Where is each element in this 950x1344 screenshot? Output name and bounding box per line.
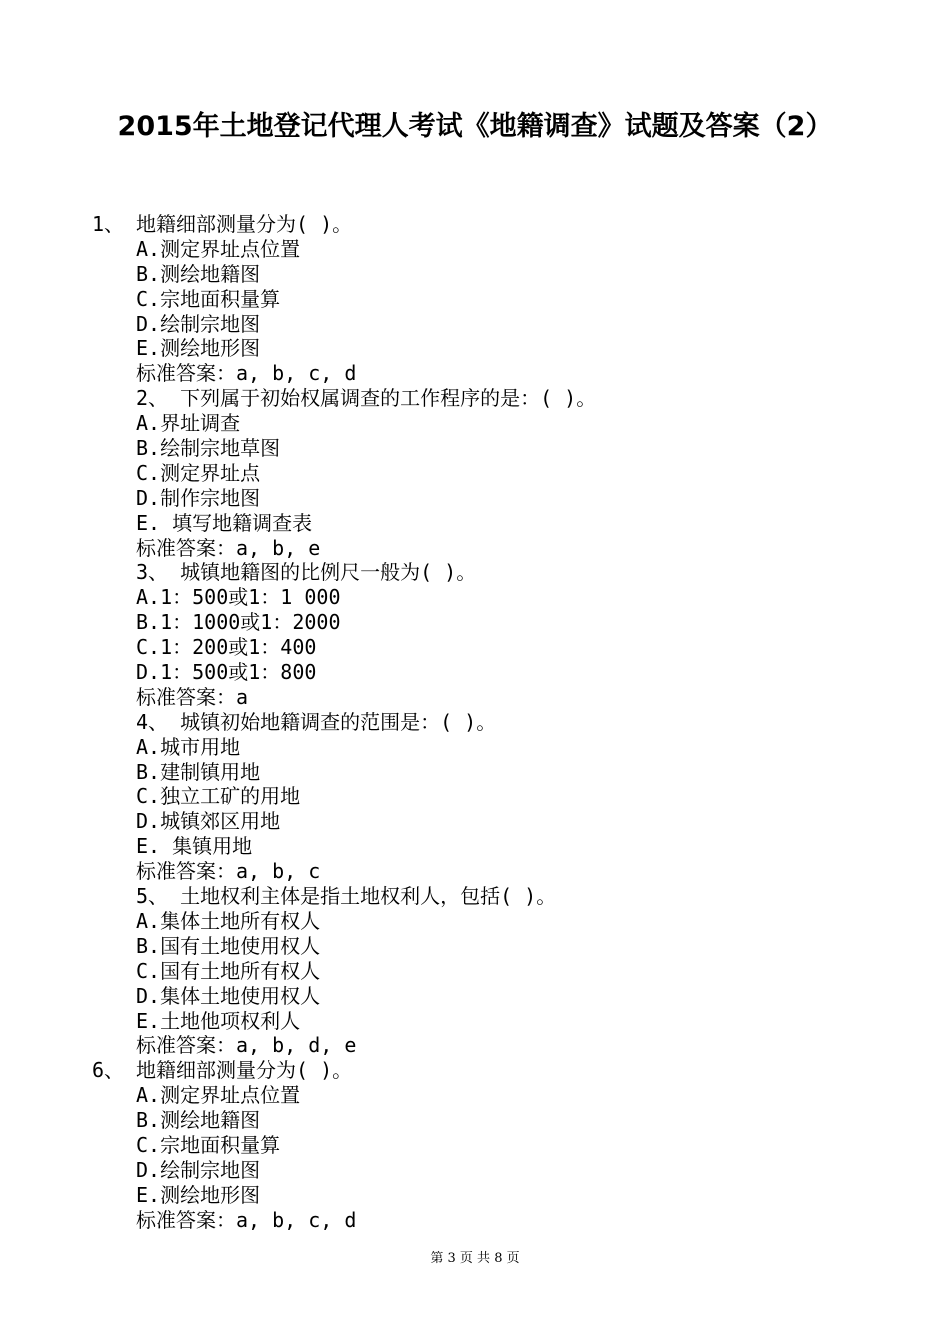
option: A.城市用地: [136, 734, 241, 759]
option: D.城镇郊区用地: [136, 809, 281, 834]
option: B.国有土地使用权人: [136, 933, 321, 958]
page-footer: 第 3 页 共 8 页: [430, 1251, 520, 1266]
answer: 标准答案：a, b, c, d: [136, 1207, 357, 1232]
answer: 标准答案：a, b, c: [136, 859, 321, 884]
option: E. 填写地籍调查表: [136, 510, 313, 535]
question-text: 城镇初始地籍调查的范围是：( )。: [168, 709, 497, 734]
option: B.建制镇用地: [136, 759, 261, 784]
question-number: 6、: [92, 1058, 125, 1083]
question-2: [0, 386, 950, 411]
option: C.1：200或1：400: [136, 635, 317, 660]
option: C.宗地面积量算: [136, 286, 281, 311]
question-text: 土地权利主体是指土地权利人，包括( )。: [168, 884, 557, 909]
option: E.测绘地形图: [136, 336, 261, 361]
option: E.土地他项权利人: [136, 1008, 301, 1033]
option: C.宗地面积量算: [136, 1132, 281, 1157]
option: E. 集镇用地: [136, 834, 253, 859]
question-text: 地籍细部测量分为( )。: [136, 1058, 353, 1083]
option: B.测绘地籍图: [136, 261, 261, 286]
question-1: [0, 212, 950, 237]
question-number: 1、: [92, 212, 125, 236]
option: D.绘制宗地图: [136, 1157, 261, 1182]
question-4: [0, 710, 950, 735]
question-number: 5、: [136, 884, 169, 909]
question-6: [0, 1058, 950, 1083]
option: B.测绘地籍图: [136, 1108, 261, 1133]
option: B.1：1000或1：2000: [136, 610, 341, 635]
option: D.制作宗地图: [136, 485, 261, 510]
option: D.绘制宗地图: [136, 311, 261, 336]
question-number: 2、: [136, 386, 169, 411]
option: A.测定界址点位置: [136, 1083, 301, 1108]
question-text: 下列属于初始权属调查的工作程序的是：( )。: [168, 386, 597, 411]
question-5: [0, 884, 950, 909]
option: D.集体土地使用权人: [136, 983, 321, 1008]
question-list: [0, 212, 950, 1233]
option: C.测定界址点: [136, 460, 261, 485]
answer: 标准答案：a, b, d, e: [136, 1033, 357, 1058]
option: A.界址调查: [136, 411, 241, 436]
option: A.测定界址点位置: [136, 236, 301, 261]
option: E.测绘地形图: [136, 1182, 261, 1207]
option: C.国有土地所有权人: [136, 958, 321, 983]
answer: 标准答案：a: [136, 684, 249, 709]
answer: 标准答案：a, b, e: [136, 535, 321, 560]
answer: 标准答案：a, b, c, d: [136, 361, 357, 386]
option: A.1：500或1：1 000: [136, 585, 341, 610]
question-text: 城镇地籍图的比例尺一般为( )。: [168, 560, 477, 585]
question-number: 4、: [136, 709, 169, 734]
option: D.1：500或1：800: [136, 660, 317, 685]
question-3: [0, 560, 950, 585]
option: A.集体土地所有权人: [136, 908, 321, 933]
question-number: 3、: [136, 560, 169, 585]
option: B.绘制宗地草图: [136, 436, 281, 461]
question-text: 地籍细部测量分为( )。: [136, 212, 353, 236]
option: C.独立工矿的用地: [136, 784, 301, 809]
document-title: 2015年土地登记代理人考试《地籍调查》试题及答案（2）: [117, 111, 833, 142]
